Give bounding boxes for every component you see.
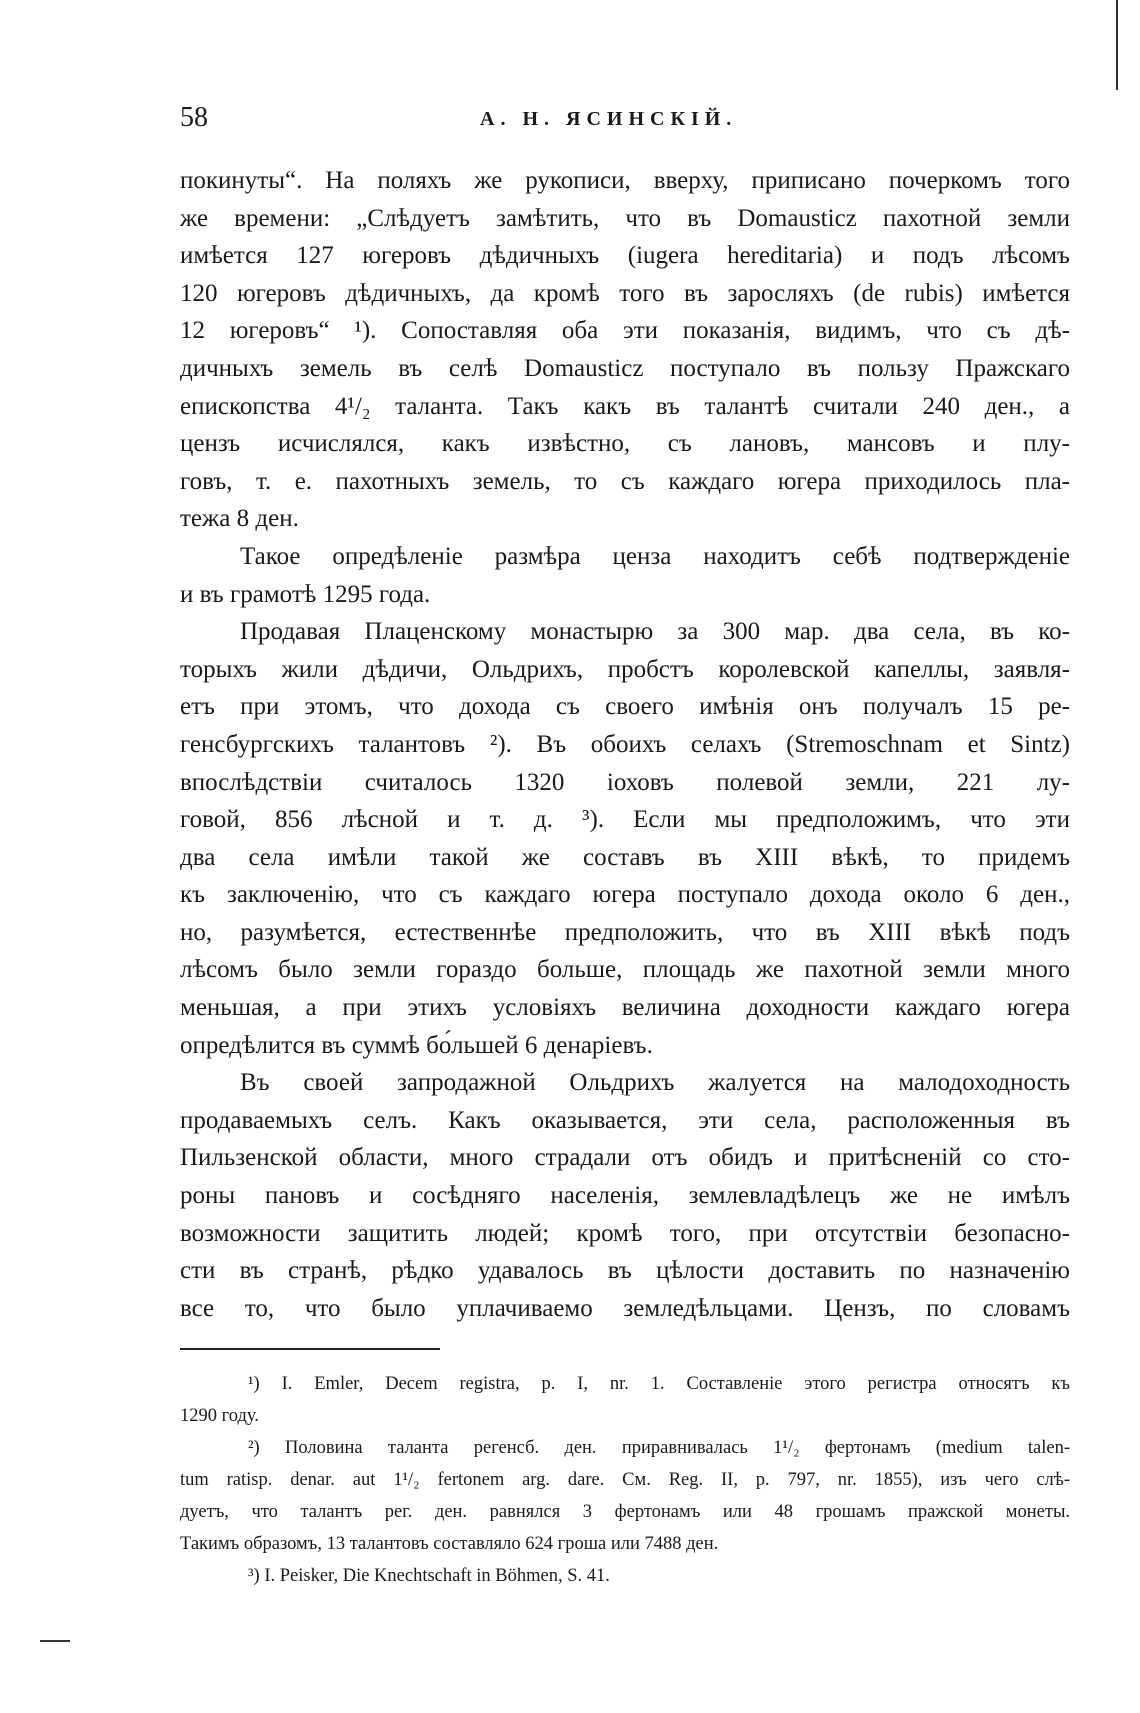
footnote-line: tum ratisp. denar. aut 1¹/₂ fertonem arg. dare. См. Reg. II, p. 797, nr. 1855), изъ чего слѣ- [180,1470,1070,1490]
running-head: А. Н. ЯСИНСКІЙ. [480,108,738,130]
body-line: же времени: „Слѣдуетъ замѣтить, что въ Domausticz пахотной земли [180,204,1070,232]
body-line: сти въ странѣ, рѣдко удавалось въ цѣлости доставить по назначенію [180,1257,1070,1285]
page-header [180,102,1070,142]
footnote-line: дуетъ, что талантъ рег. ден. равнялся 3 фертонамъ или 48 грошамъ пражской монеты. [180,1502,1070,1522]
body-line: етъ при этомъ, что дохода съ своего имѣнія онъ получалъ 15 ре- [180,693,1070,721]
body-line: впослѣдствіи считалось 1320 іоховъ полевой земли, 221 лу- [180,768,1070,796]
body-line: говъ, т. е. пахотныхъ земель, то съ каждаго югера приходилось пла- [180,467,1070,495]
body-line: два села имѣли такой же составъ въ XIII вѣкѣ, то придемъ [180,843,1070,871]
body-line: Продавая Плаценскому монастырю за 300 мар. два села, въ ко- [240,618,1070,646]
body-line: Пильзенской области, много страдали отъ обидъ и притѣсненій со сто- [180,1144,1070,1172]
body-line: лѣсомъ было земли гораздо больше, площадь же пахотной земли много [180,956,1070,984]
body-line: дичныхъ земель въ селѣ Domausticz поступало въ пользу Пражскаго [180,354,1070,382]
body-line: продаваемыхъ селъ. Какъ оказывается, эти села, расположенныя въ [180,1106,1070,1134]
body-line: къ заключенію, что съ каждаго югера поступало дохода около 6 ден., [180,881,1070,909]
body-line: епископства 4¹/₂ таланта. Такъ какъ въ талантѣ считали 240 ден., а [180,392,1070,420]
body-line: роны пановъ и сосѣдняго населенія, землевладѣлецъ же не имѣлъ [180,1182,1070,1210]
body-line: 12 югеровъ“ ¹). Сопоставляя оба эти показанія, видимъ, что съ дѣ- [180,317,1070,345]
footnote-line: ³) I. Peisker, Die Knechtschaft in Böhmen, S. 41. [248,1566,610,1586]
body-line: цензъ исчислялся, какъ извѣстно, съ лановъ, мансовъ и плу- [180,430,1070,458]
margin-mark [40,1640,70,1642]
body-line: но, разумѣется, естественнѣе предположить, что въ XIII вѣкѣ подъ [180,918,1070,946]
footnotes [180,1368,1070,1592]
body-line: торыхъ жили дѣдичи, Ольдрихъ, пробстъ королевской капеллы, заявля- [180,655,1070,683]
footnote-line: 1290 году. [180,1406,259,1426]
page-edge-line [1116,0,1118,90]
footnote-line: ¹) I. Emler, Decem registra, p. I, nr. 1. Составленіе этого регистра относятъ къ [248,1374,1070,1394]
body-line: меньшая, а при этихъ условіяхъ величина доходности каждаго югера [180,994,1070,1022]
footnote-divider [180,1348,440,1350]
body-text [180,162,1070,1327]
body-line: имѣется 127 югеровъ дѣдичныхъ (iugera hereditaria) и подъ лѣсомъ [180,242,1070,270]
footnote-line: Такимъ образомъ, 13 талантовъ составляло 624 гроша или 7488 ден. [180,1534,719,1554]
body-line: Такое опредѣленіе размѣра ценза находитъ себѣ подтвержденіе [240,542,1070,570]
footnote-line: ²) Половина таланта регенсб. ден. приравнивалась 1¹/₂ фертонамъ (medium talen- [248,1438,1070,1458]
body-line: опредѣлится въ суммѣ бо́льшей 6 денаріевъ. [180,1031,653,1059]
body-line: возможности защитить людей; кромѣ того, при отсутствіи безопасно- [180,1219,1070,1247]
body-line: все то, что было уплачиваемо земледѣльцами. Цензъ, по словамъ [180,1294,1070,1322]
body-line: покинуты“. На поляхъ же рукописи, вверху, приписано почеркомъ того [180,167,1070,194]
body-line: говой, 856 лѣсной и т. д. ³). Если мы предположимъ, что эти [180,806,1070,834]
body-line: Въ своей запродажной Ольдрихъ жалуется на малодоходность [240,1069,1070,1097]
body-line: тежа 8 ден. [180,505,299,533]
page-number: 58 [180,102,208,133]
body-line: генсбургскихъ талантовъ ²). Въ обоихъ селахъ (Stremoschnam et Sintz) [180,730,1070,758]
body-line: 120 югеровъ дѣдичныхъ, да кромѣ того въ заросляхъ (de rubis) имѣется [180,279,1070,307]
body-line: и въ грамотѣ 1295 года. [180,580,431,608]
